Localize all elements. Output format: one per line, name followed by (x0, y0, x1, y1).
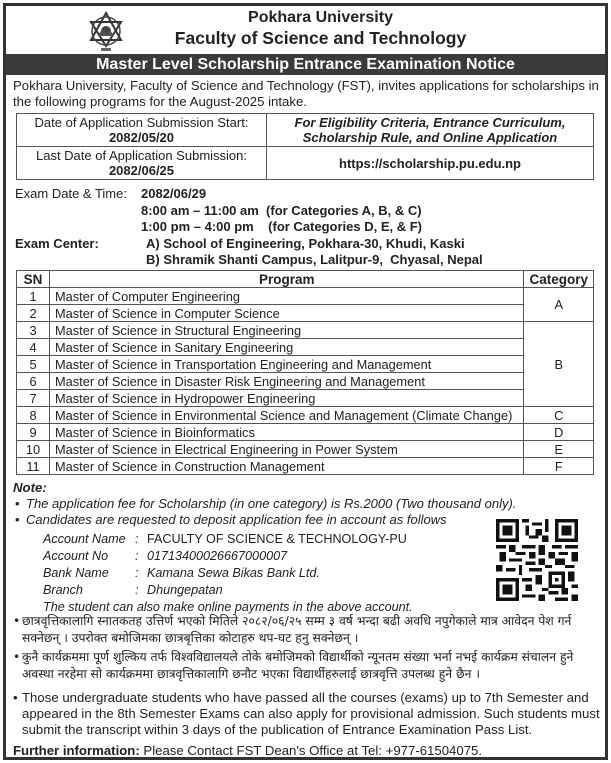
row-sn: 3 (17, 322, 50, 339)
faculty-name: Faculty of Science and Technology (174, 28, 467, 48)
row-sn: 9 (17, 424, 50, 441)
branch-label: Branch (43, 583, 83, 597)
table-row (17, 339, 594, 356)
submission-start-cell (17, 114, 267, 147)
row-sn: 8 (17, 407, 50, 424)
header-program: Program (50, 271, 524, 288)
notice-title-banner: Master Level Scholarship Entrance Examination Notice (6, 54, 605, 75)
qr-code-icon[interactable] (496, 518, 578, 602)
row-program: Master of Science in Transportation Engineering and Management (50, 356, 524, 373)
table-row (17, 288, 594, 305)
submission-last-cell (17, 147, 267, 180)
note-heading: Note: (13, 480, 47, 495)
branch-value: Dhungepatan (147, 583, 223, 597)
row-sn: 6 (17, 373, 50, 390)
header-sn: SN (17, 271, 50, 288)
row-program: Master of Science in Hydropower Engineering (50, 390, 524, 407)
separator: : (135, 532, 139, 546)
bank-name-label: Bank Name (43, 566, 109, 580)
row-program: Master of Science in Disaster Risk Engineering and Management (50, 373, 524, 390)
account-name-label: Account Name (43, 532, 126, 546)
row-sn: 11 (17, 458, 50, 475)
table-row (17, 356, 594, 373)
provisional-admission-text: • Those undergraduate students who have passed all the courses (exams) up to 7th Semester and appeared in the 8th Semester Exams can also apply for provisional admission. Such students must submit the transcript within 3 days of the publication of Entrance Examination Pass List. (13, 690, 603, 738)
table-row (17, 322, 594, 339)
submission-start-date: 2082/05/20 (108, 130, 175, 145)
exam-slot-2: 1:00 pm – 4:00 pm (for Categories D, E, & F) (141, 219, 423, 234)
table-row (17, 458, 594, 475)
account-no-value: 01713400026667000007 (147, 549, 288, 563)
online-payment-note: The student can also make online payments in the above account. (43, 600, 413, 614)
account-name-value: FACULTY OF SCIENCE & TECHNOLOGY-PU (147, 532, 407, 546)
row-program: Master of Science in Construction Management (50, 458, 524, 475)
info-text: For Eligibility Criteria, Entrance Curriculum, Scholarship Rule, and Online Application (267, 114, 594, 147)
submission-start-label: Date of Application Submission Start: (34, 115, 249, 130)
exam-date-value: 2082/06/29 (141, 186, 207, 201)
category-d: D (524, 424, 594, 441)
category-e: E (524, 441, 594, 458)
further-info-label: Further information: (13, 743, 140, 758)
row-sn: 4 (17, 339, 50, 356)
header-category: Category (524, 271, 594, 288)
row-program: Master of Science in Environmental Science and Management (Climate Change) (50, 407, 524, 424)
table-row (17, 441, 594, 458)
category-b: B (524, 322, 594, 407)
category-f: F (524, 458, 594, 475)
row-program: Master of Science in Electrical Engineering in Power System (50, 441, 524, 458)
separator: : (135, 566, 139, 580)
university-name: Pokhara University (248, 9, 393, 26)
exam-center-b: B) Shramik Shanti Campus, Lalitpur-9, Chyasal, Nepal (146, 252, 483, 267)
application-dates-table (16, 113, 594, 180)
separator: : (135, 549, 139, 563)
intro-paragraph: Pokhara University, Faculty of Science and Technology (FST), invites applications for scholarships in the following programs for the August-2025 intake. (13, 78, 599, 109)
category-c: C (524, 407, 594, 424)
account-details (43, 531, 413, 616)
exam-slot-1: 8:00 am – 11:00 am (for Categories A, B, & C) (141, 202, 422, 218)
note-item-fee: • The application fee for Scholarship (in one category) is Rs.2000 (Two thousand only). (15, 496, 605, 512)
row-sn: 1 (17, 288, 50, 305)
programs-table (16, 270, 594, 475)
provisional-note (13, 690, 603, 738)
bank-name-value: Kamana Sewa Bikas Bank Ltd. (147, 566, 320, 580)
row-program: Master of Science in Sanitary Engineering (50, 339, 524, 356)
table-row (17, 305, 594, 322)
note-item-deposit: • Candidates are requested to deposit application fee in account as follows (15, 512, 605, 528)
submission-last-date: 2082/06/25 (108, 163, 175, 178)
row-sn: 10 (17, 441, 50, 458)
programs-table-header (17, 271, 594, 288)
exam-center-label: Exam Center: (15, 235, 99, 251)
submission-last-label: Last Date of Application Submission: (35, 148, 247, 163)
table-row (17, 407, 594, 424)
notice-frame (3, 3, 608, 760)
row-program: Master of Computer Engineering (50, 288, 524, 305)
row-program: Master of Science in Bioinformatics (50, 424, 524, 441)
row-sn: 2 (17, 305, 50, 322)
exam-date-label: Exam Date & Time: (15, 186, 127, 201)
nepali-note-minimum-enrollment: • कुनै कार्यक्रममा पूर्ण शुल्किय तर्फ विश्वविद्यालयले तोके बमोजिमको विद्यार्थीको न्यूनतम संख्या भर्ना नभई कार्यक्रम संचालन हुने अवस्था नरहेमा सो कार्यक्रममा छात्रवृत्तिकालागि छनौट भएका विद्यार्थीहरुलाई छात्रवृत्ति उपलब्ध हुने छैन । (13, 649, 603, 683)
exam-details (15, 186, 483, 269)
table-row (17, 390, 594, 407)
further-info-text: Please Contact FST Dean's Office at Tel: +977-61504075. (139, 743, 483, 758)
row-program: Master of Science in Computer Science (50, 305, 524, 322)
nepali-note-eligibility: • छात्रवृत्तिकालागि स्नातकतह उत्तिर्ण भएको मितिले २०८२/०६/२५ सम्म ३ वर्ष भन्दा बढी अवधि नपुगेकाले मात्र आवेदन पेश गर्न सक्नेछन् । उपरोक्त बमोजिमका छात्रबृत्तिका कोटाहरु थप-घट हनु सक्नेछन् । (13, 613, 603, 647)
exam-center-a: A) School of Engineering, Pokhara-30, Khudi, Kaski (146, 235, 465, 251)
separator: : (135, 583, 139, 597)
further-information (13, 743, 482, 758)
row-program: Master of Science in Structural Engineering (50, 322, 524, 339)
nepali-notes (13, 613, 603, 685)
row-sn: 7 (17, 390, 50, 407)
scholarship-url-link[interactable]: https://scholarship.pu.edu.np (267, 147, 594, 180)
table-row (17, 373, 594, 390)
row-sn: 5 (17, 356, 50, 373)
notice-header (6, 6, 605, 51)
category-a: A (524, 288, 594, 322)
account-no-label: Account No (43, 549, 109, 563)
table-row (17, 424, 594, 441)
